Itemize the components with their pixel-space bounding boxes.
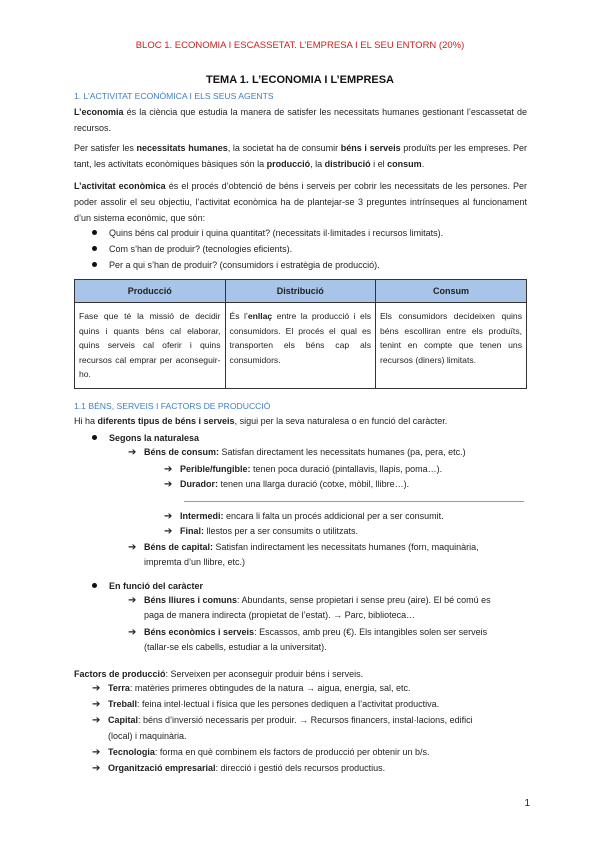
paragraph-activitat: L’activitat econòmica és el procés d’obtenció de béns i serveis per cobrir les necessitats de les persones. Per poder assolir el seu objectiu, l’activitat econòmica ha de plantejar-se 3 preguntes intrínseques al funcionament d’un sistema econòmic, que són:: [74, 181, 527, 223]
paragraph-tipus: Hi ha diferents tipus de béns i serveis, sigui per la seva naturalesa o en funció del caràcter.: [74, 416, 448, 426]
list-item-bens-lliures-cont: paga de manera indirecta (propietat de l’estat). → Parc, biblioteca…: [144, 610, 416, 620]
factor-item: ➔ Treball: feina intel·lectual i física que les persones dediquen a l’activitat productiva.: [92, 699, 440, 710]
paragraph-factors: Factors de producció: Serveixen per aconseguir produir béns i serveis.: [74, 669, 364, 679]
question-item: Com s’han de produir? (tecnologies eficients).: [92, 243, 292, 256]
paragraph-necessitats: Per satisfer les necessitats humanes, la societat ha de consumir béns i serveis produïts per les empreses. Per tant, les activitats econòmiques bàsiques són la producció, la distribució i el consum.: [74, 143, 528, 169]
list-item-perible: ➔ Perible/fungible: tenen poca duració (pintallavis, llapis, poma…).: [164, 464, 443, 475]
question-item: Quins béns cal produir i quina quantitat? (necessitats il·limitades i recursos limitats).: [92, 227, 443, 240]
list-item-bens-consum: ➔ Béns de consum: Satisfan directament les necessitats humanes (pa, pera, etc.): [128, 447, 466, 458]
factor-item-cont: (local) i maquinària.: [108, 731, 187, 741]
table-cell-distribucio: És l’enllaç entre la producció i els consumidors. El procés el qual es transporten els béns cap als consumidors.: [225, 303, 376, 389]
list-item-caracter: En funció del caràcter: [92, 580, 203, 593]
section-heading-2: 1.1 BÉNS, SERVEIS I FACTORS DE PRODUCCIÓ: [74, 401, 271, 411]
table-header: Consum: [376, 280, 527, 303]
table-header: Producció: [75, 280, 226, 303]
list-item-naturalesa: Segons la naturalesa: [92, 432, 199, 445]
list-item-bens-lliures: ➔ Béns lliures i comuns: Abundants, sense propietari i sense preu (aire). El bé comú es: [128, 595, 491, 606]
factor-item: ➔ Capital: béns d’inversió necessaris per produir. → Recursos financers, instal·lacions, edifici: [92, 715, 473, 726]
question-item: Per a qui s’han de produir? (consumidors i estratègia de producció).: [92, 259, 380, 272]
factor-item: ➔ Tecnologia: forma en què combinem els factors de producció per obtenir un b/s.: [92, 747, 430, 758]
factor-item: ➔ Terra: matèries primeres obtingudes de la natura → aigua, energia, sal, etc.: [92, 683, 411, 694]
list-item-bens-capital: ➔ Béns de capital: Satisfan indirectament les necessitats humanes (forn, maquinària,: [128, 542, 479, 553]
table-cell-consum: Els consumidors decideixen quins béns escolliran entre els produïts, tenint en compte que tenen uns recursos (diners) limitats.: [376, 303, 527, 389]
section-heading-1: 1. L’ACTIVITAT ECONÒMICA I ELS SEUS AGENTS: [74, 91, 274, 101]
list-item-final: ➔ Final: llestos per a ser consumits o utilitzats.: [164, 526, 359, 537]
paragraph-economia: L’economia és la ciència que estudia la manera de satisfer les necessitats humanes gestionant l’escassetat de recursos.: [74, 107, 527, 133]
activities-table: [74, 279, 527, 389]
page-number: 1: [524, 798, 530, 809]
bloc-header: BLOC 1. ECONOMIA I ESCASSETAT. L’EMPRESA I EL SEU ENTORN (20%): [135, 40, 465, 51]
page-title: TEMA 1. L’ECONOMIA I L’EMPRESA: [205, 74, 395, 86]
factor-item: ➔ Organització empresarial: direcció i gestió dels recursos productius.: [92, 763, 386, 774]
list-item-bens-capital-cont: impremta d’un llibre, etc.): [144, 557, 246, 567]
table-header: Distribució: [225, 280, 376, 303]
divider: [184, 501, 524, 502]
list-item-bens-economics-cont: (tallar-se els cabells, estudiar a la universitat).: [144, 642, 327, 652]
table-cell-produccio: Fase que té la missió de decidir quins i quants béns cal elaborar, quins serveis cal oferir i quins recursos cal emprar per aconseguir-ho.: [75, 303, 226, 389]
list-item-intermedi: ➔ Intermedi: encara li falta un procés addicional per a ser consumit.: [164, 511, 444, 522]
list-item-bens-economics: ➔ Béns econòmics i serveis: Escassos, amb preu (€). Els intangibles solen ser serveis: [128, 627, 488, 638]
list-item-durador: ➔ Durador: tenen una llarga duració (cotxe, mòbil, llibre…).: [164, 479, 410, 490]
